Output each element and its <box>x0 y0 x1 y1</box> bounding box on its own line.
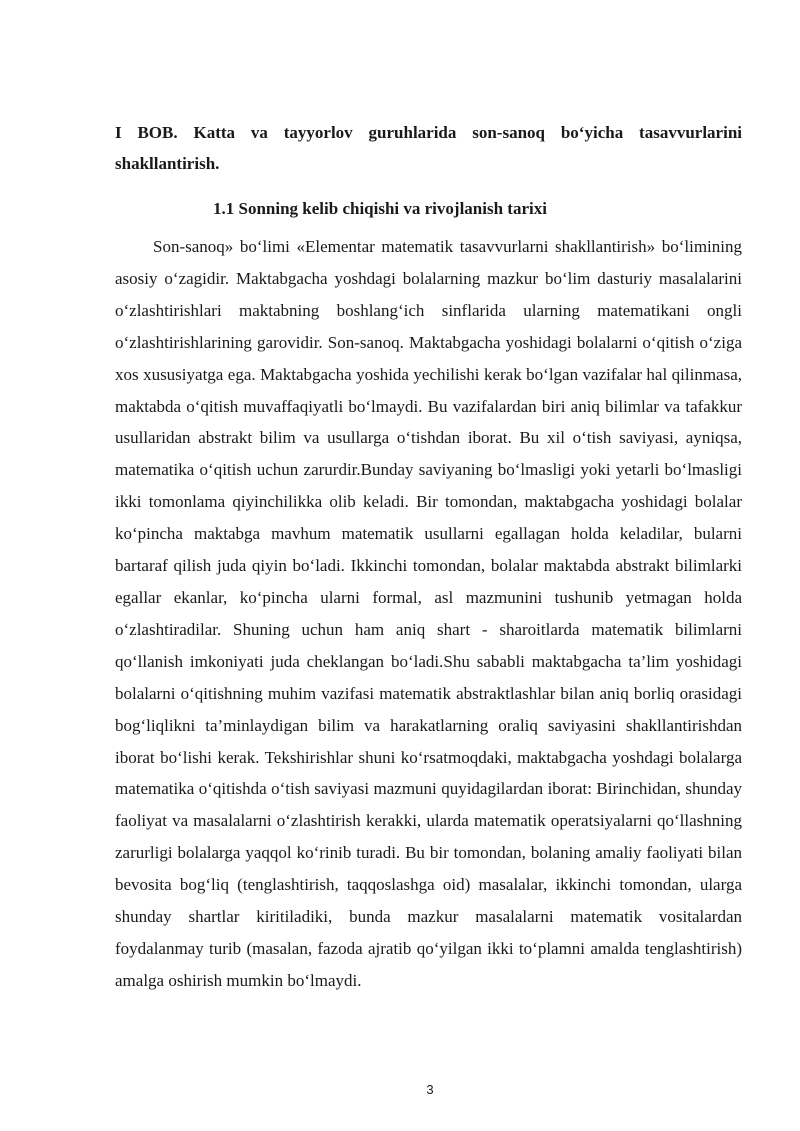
section-title: 1.1 Sonning kelib chiqishi va rivojlanish tarixi <box>213 199 547 218</box>
body-paragraph: Son-sanoq» bo‘limi «Elementar matematik tasavvurlarni shakllantirish» bo‘limining asosiy o‘zagidir. Maktabgacha yoshdagi bolalarning mazkur bo‘lim dasturiy masalalarini o‘zlashtirishlari maktabning boshlang‘ich sinflarida ularning matematikani ongli o‘zlashtirishlarining garovidir. Son-sanoq. Maktabgacha yoshidagi bolalarni o‘qitish o‘ziga xos xususiyatga ega. Maktabgacha yoshida yechilishi kerak bo‘lgan vazifalar hal qilinmasa, maktabda o‘qitish muvaffaqiyatli bo‘lmaydi. Bu vazifalardan biri aniq bilimlar va tafakkur usullaridan abstrakt bilim va usullarga o‘tishdan iborat. Bu xil o‘tish saviyasi, ayniqsa, matematika o‘qitish uchun zarurdir.Bunday saviyaning bo‘lmasligi yoki yetarli bo‘lmasligi ikki tomonlama qiyinchilikka olib keladi. Bir tomondan, maktabgacha yoshidagi bolalar ko‘pincha maktabga mavhum matematik usullarni egallagan holda keladilar, bularni bartaraf qilish juda qiyin bo‘ladi. Ikkinchi tomondan, bolalar maktabda abstrakt bilimlarki egallar ekanlar, ko‘pincha ularni formal, asl mazmunini tushunib yetmagan holda o‘zlashtiradilar. Shuning uchun ham aniq shart - sharoitlarda matematik bilimlarni qo‘llanish imkoniyati juda cheklangan bo‘ladi.Shu sababli maktabgacha ta’lim yoshidagi bolalarni o‘qitishning muhim vazifasi matematik abstraktlashlar bilan aniq borliq orasidagi bog‘liqlikni ta’minlaydigan bilim va harakatlarning oraliq saviyasini shakllantirishdan iborat bo‘lishi kerak. Tekshirishlar shuni ko‘rsatmoqdaki, maktabgacha yoshdagi bolalarga matematika o‘qitishda o‘tish saviyasi mazmuni quyidagilardan iborat: Birinchidan, shunday faoliyat va masalalarni o‘zlashtirish kerakki, ularda matematik operatsiyalarni qo‘llashning zarurligi bolalarga yaqqol ko‘rinib turadi. Bu bir tomondan, bolaning amaliy faoliyati bilan bevosita bog‘liq (tenglashtirish, taqqoslashga oid) masalalar, ikkinchi tomondan, ularga shunday shartlar kiritiladiki, bunda mazkur masalalarni matematik vositalardan foydalanmay turib (masalan, fazoda ajratib qo‘yilgan ikki to‘plamni amalda tenglashtirish) amalga oshirish mumkin bo‘lmaydi. <box>115 237 742 990</box>
body-text <box>115 231 742 997</box>
page-number: 3 <box>426 1082 434 1097</box>
chapter-title: I BOB. Katta va tayyorlov guruhlarida son-sanoq bo‘yicha tasavvurlarini shakllantirish. <box>115 123 742 173</box>
